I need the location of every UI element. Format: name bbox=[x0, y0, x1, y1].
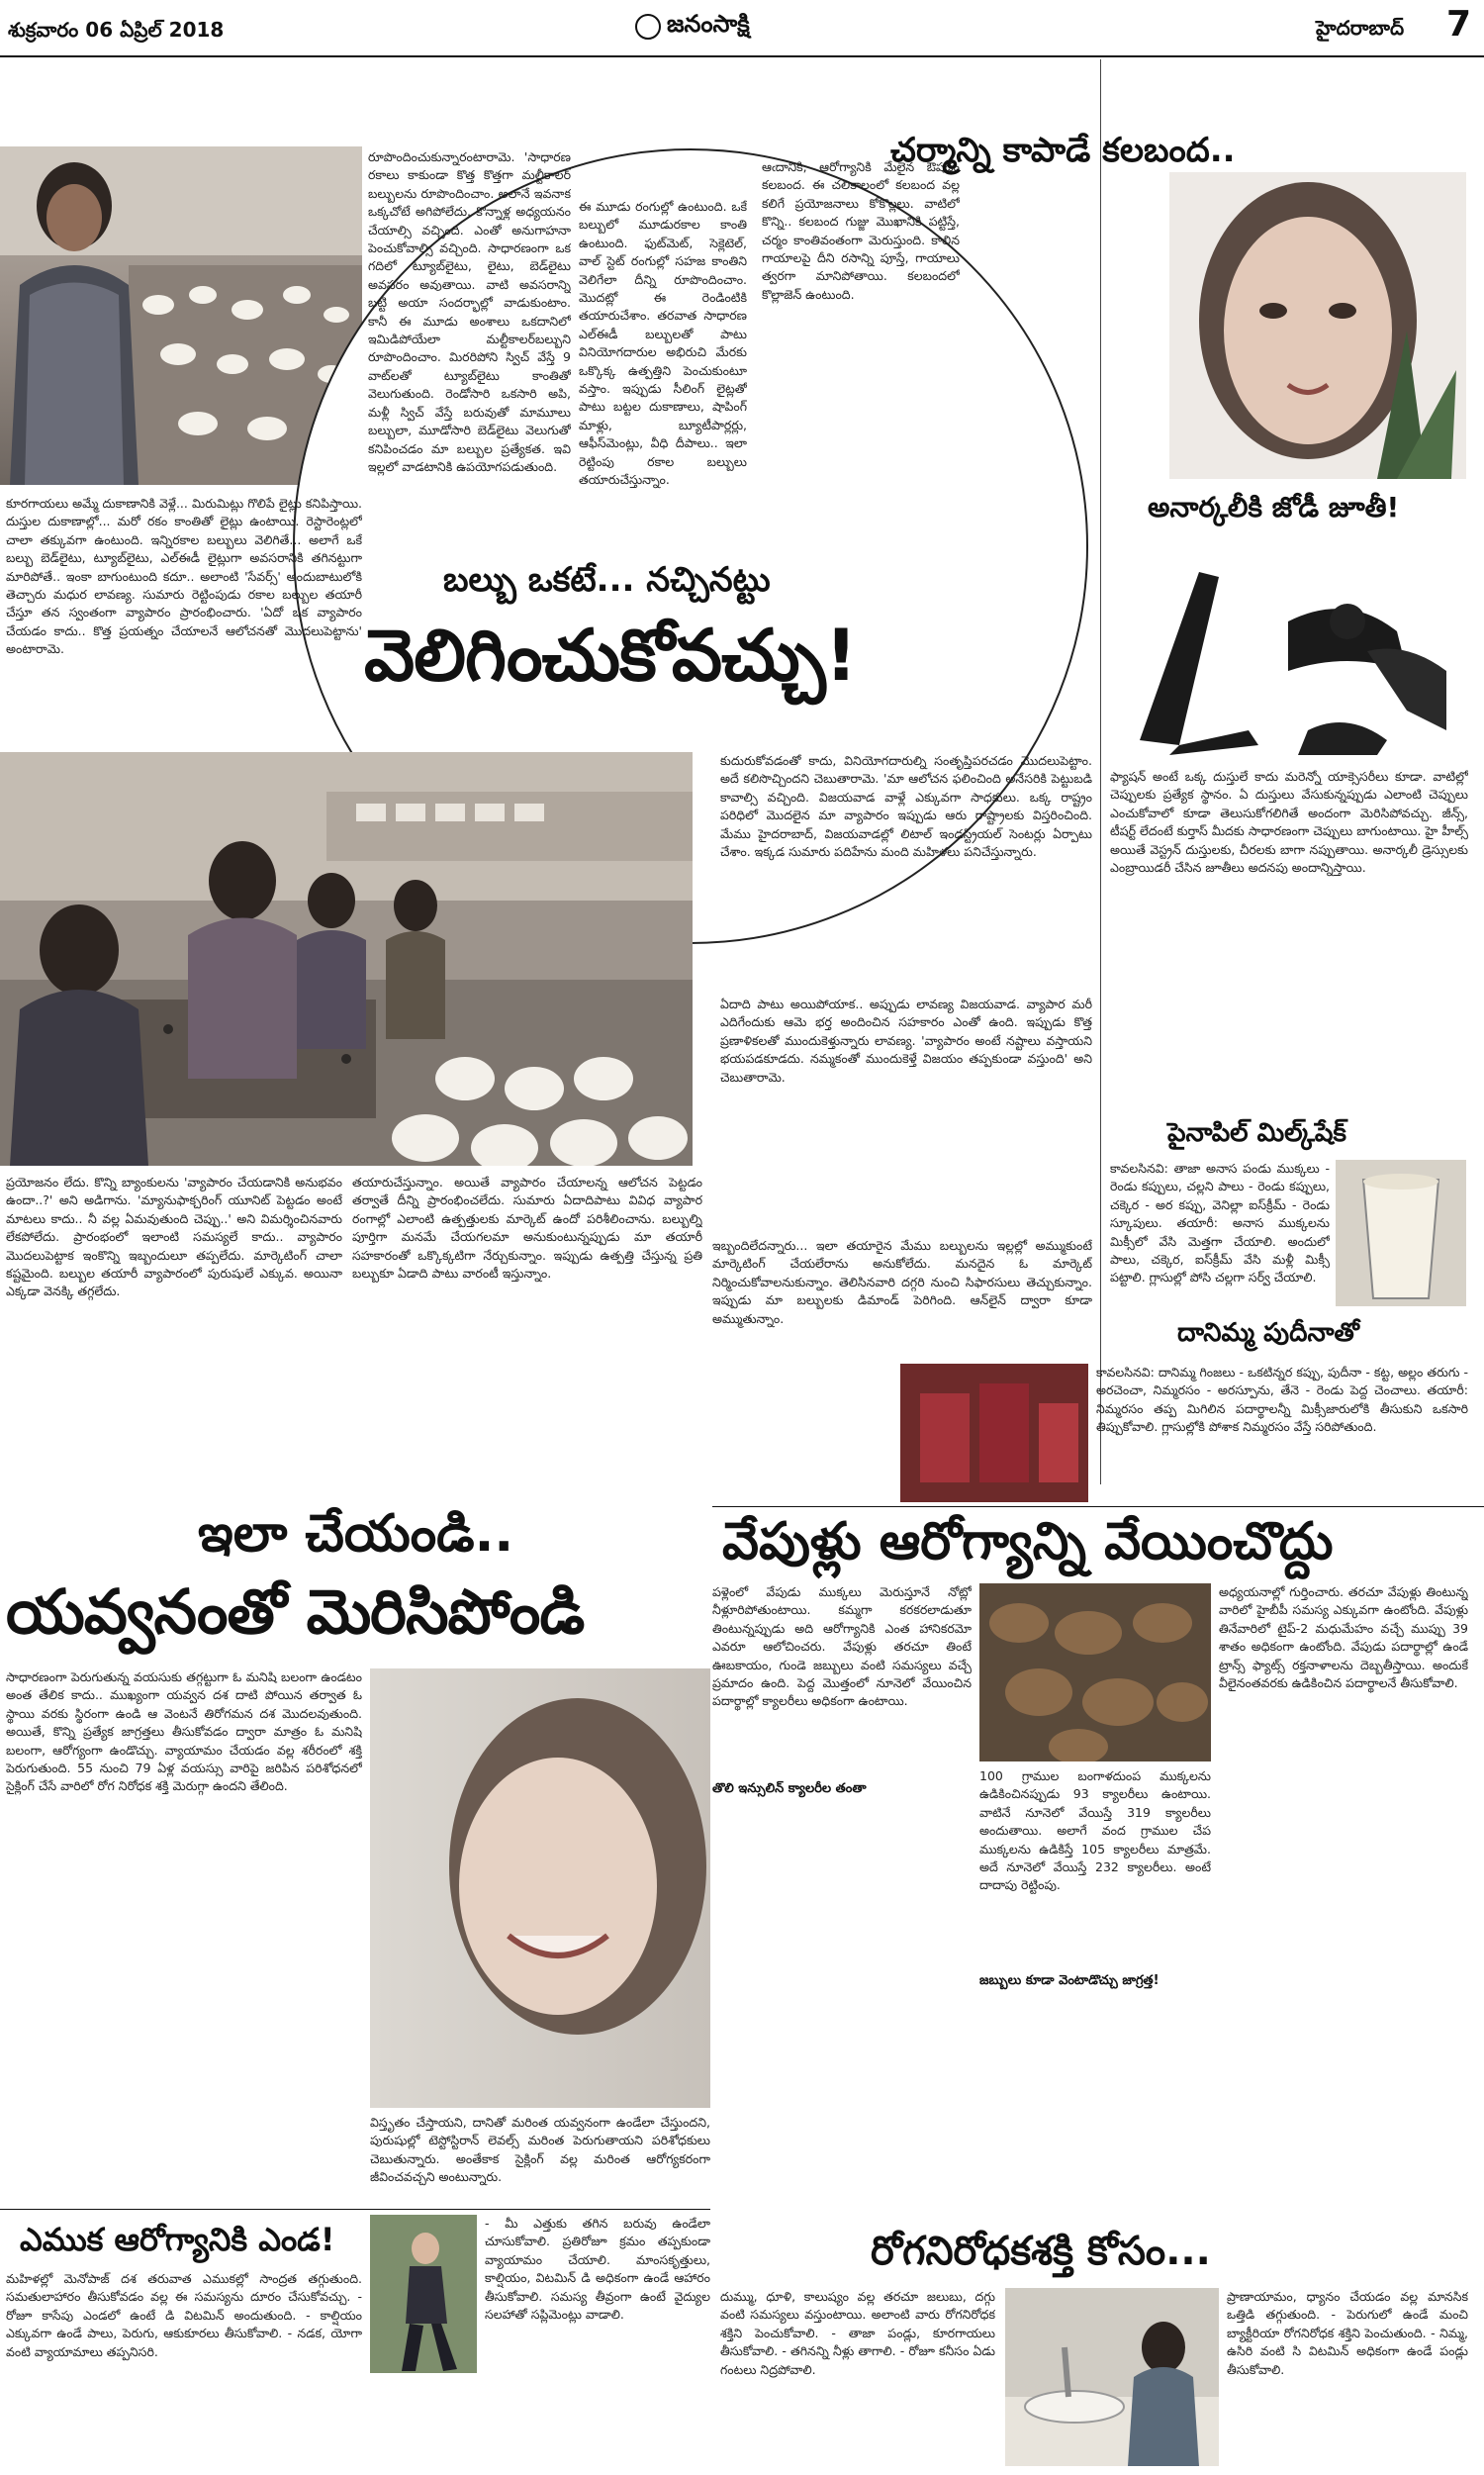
pomegranate-photo bbox=[900, 1364, 1088, 1502]
page-number: 7 bbox=[1446, 4, 1472, 45]
bulb-col1-top: రూపొందించుకున్నారంటారామె. 'సాధారణ రకాలు కాకుండా కొత్త కొత్తగా మల్టీకాలర్ బల్బులను రూపొందించాం. అలానే ఇవనాక ఒక్కచోటే అగిపోలేదు. కొన్నాళ్ల అధ్యయనం చేయాల్సి వచ్చింది. ఎంతో అనుగాహనా పెంచుకోవాల్సి వచ్చింది. సాధారణంగా ఒక గదిలో ట్యూబ్‌లైటు, లైటు, బెడ్‌లైటు అవసరం అవుతాయి. వాటి అవసరాన్ని బట్టి అయా సందర్భాల్లో వాడుకుంటాం. కానీ ఈ మూడు అంశాలు ఒకదానిలో ఇమిడిపోయేలా మల్టీకాలర్‌బల్బుని రూపొందించాం. మిరరిపోని స్విచ్ వేస్తే 9 వాట్‌లతో ట్యూబ్‌లైటు కాంతితో వెలుగుతుంది. రెండోసారి ఒకసారి అపి, మళ్లీ స్విచ్ వేస్తే బరువుతో మామూలు బల్బులా, మూడోసారి బెడ్‌లైటు వెలుగుతో కనిపించడం మా బల్బుల ప్రత్యేకత. ఇవి ఇల్లలో వాడటానికి ఉపయోగపడుతుంది. bbox=[368, 149, 571, 474]
bone-col2: - మీ ఎత్తుకు తగిన బరువు ఉండేలా చూసుకోవాలి. ప్రతిరోజూ క్రమం తప్పకుండా వ్యాయామం చేయాలి. మాంసకృత్తులు, కాల్షియం, విటమిన్ డి అధికంగా ఉండే ఆహారం తీసుకోవాలి. సమస్య తీవ్రంగా ఉంటే వైద్యుల సలహాతో సప్లిమెంట్లు వాడాలి. bbox=[485, 2216, 710, 2323]
aloe-face-illustration bbox=[1169, 172, 1466, 479]
bulb-section-divider bbox=[1100, 59, 1101, 1484]
neem-top-rule bbox=[712, 1506, 1484, 1507]
bulb-col3-bottom: ఏదాది పాటు అయిపోయాక.. అప్పుడు లావణ్య విజయవాడ. వ్యాపార మరీ ఎదిగేందుకు ఆమె భర్త అందించిన సహకారం ఎంతో ఉంది. ఇప్పుడు కొత్త ప్రణాళికలతో ముందుకెళ్తున్నారు లావణ్య. 'వ్యాపారం అంటే నష్టాలు వస్తాయని భయపడకూడదు. నమ్మకంతో ముందుకెళ్తే విజయం తప్పకుండా వస్తుంది' అని చెబుతారామె. bbox=[720, 997, 1092, 1085]
youth-headline: యవ్వనంతో మెరిసిపోండి bbox=[6, 1575, 585, 1648]
bone-col1: మహిళల్లో మెనోపాజ్ దశ తరువాత ఎముకల్లో సాంద్రత తగ్గుతుంది. సమతులాహారం తీసుకోవడం వల్ల ఈ సమస్యను దూరం చేసుకోవచ్చు. - రోజూ కాసేపు ఎండలో ఉంటే డి విటమిన్ అందుతుంది. - కాల్షియం ఎక్కువగా ఉండే పాలు, పెరుగు, ఆకుకూరలు తీసుకోవాలి. - నడక, యోగా వంటి వ్యాయామాలు తప్పనిసరి. bbox=[6, 2271, 362, 2359]
pineapple-headline: పైనాపిల్ మిల్క్‌షేక్ bbox=[1167, 1118, 1346, 1148]
handwash-illustration bbox=[1005, 2288, 1219, 2466]
pomegranate-drinks-illustration bbox=[900, 1364, 1088, 1502]
bulb-headline: వెలిగించుకోవచ్చు! bbox=[364, 614, 857, 697]
pineapple-body: కావలసినవి: తాజా అనాస పండు ముక్కలు - రెండు కప్పులు, చల్లని పాలు - రెండు కప్పులు, చక్కెర - అర కప్పు, వెనిల్లా ఐస్‌క్రీమ్ - రెండు స్కూపులు. తయారీ: అనాస ముక్కలను మిక్సీలో వేసి మెత్తగా చేయాలి. అందులో పాలు, చక్కెర, ఐస్‌క్రీమ్ వేసి మళ్లీ మిక్సీ పట్టాలి. గ్లాసుల్లో పోసి చల్లగా సర్వ్ చేయాలి. bbox=[1110, 1161, 1330, 1285]
paper-name: జనంసాక్షి bbox=[667, 10, 750, 38]
anarkali-body: ఫ్యాషన్ అంటే ఒక్క దుస్తులే కాదు మరెన్నో యాక్సెసరీలు కూడా. వాటిల్లో చెప్పులకు ప్రత్యేక స్థానం. ఏ దుస్తులు వేసుకున్నప్పుడు ఎలాంటి చెప్పులు ఎంచుకోవాలో కూడా తెలుసుకోగలిగితే అందంగా మెరిసిపోవచ్చు. జీన్స్, టీషర్ట్ లేదంటే కుర్తాస్ మీదకు సాధారణంగా చెప్పులు బాగుంటాయి. హై హీల్స్ అయితే వెస్ట్రన్ దుస్తులకు, చీరలకు బాగా నప్పుతాయి. అనార్కలీ డ్రెస్సులకు ఎంబ్రాయిడరీ చేసిన జూతీలు అదనపు అందాన్నిస్తాయి. bbox=[1110, 769, 1468, 876]
aloe-headline: చర్మాన్ని కాపాడే కలబంద.. bbox=[890, 131, 1236, 170]
jogging-woman-illustration bbox=[370, 2215, 477, 2373]
bulb-lower-col3: ఇబ్బందిలేదన్నారు... ఇలా తయారైన మేము బల్బులను ఇల్లల్లో అమ్ముకుంటే మార్కెటింగ్ చేయలేరాను అనుకోలేదు. మనదైన ఓ మార్కెట్ నిర్మించుకోవాలనుకున్నాం. తెలిసినవారి దగ్గరి నుంచి సిఫారసులు తెచ్చుకున్నాం. ఇప్పుడు మా బల్బులకు డిమాండ్ పెరిగింది. ఆన్‌లైన్ ద్వారా కూడా అమ్ముతున్నాం. bbox=[712, 1238, 1092, 1326]
bulb-workers-photo bbox=[0, 752, 693, 1166]
neem-sub1: తొలి ఇన్సులిన్ క్యాలరీల తంతా bbox=[712, 1781, 867, 1796]
bulb-kicker: బల్బు ఒకటే... నచ్చినట్టు bbox=[443, 560, 771, 600]
pomegranate-body: కావలసినవి: దానిమ్మ గింజలు - ఒకటిన్నర కప్పు, పుదీనా - కట్ట, అల్లం తరుగు - అరచెంచా, నిమ్మరసం - అరస్పూను, తేనె - రెండు పెద్ద చెంచాలు. తయారీ: నిమ్మరసం తప్ప మిగిలిన పదార్థాలన్నీ మిక్సీజారులోకి తీసుకుని ఒకసారి తిప్పుకోవాలి. గ్లాసుల్లోకి పోశాక నిమ్మరసం వేస్తే సరిపోతుంది. bbox=[1096, 1365, 1468, 1435]
pomegranate-headline: దానిమ్మ పుదీనాతో bbox=[1177, 1318, 1359, 1348]
aloe-model-photo bbox=[1169, 172, 1466, 479]
bulb-lower-col1: ప్రయోజనం లేదు. కొన్ని బ్యాంకులను 'వ్యాపారం చేయడానికి అనుభవం ఉందా..?' అని అడిగాను. 'మ్యానుఫాక్చరింగ్ యూనిట్ పెట్టడం అంటే మాటలు కాదు.. నీ వల్ల ఏమవుతుంది చెప్పు..' అని విమర్శించినవారు లేకపోలేదు. ప్రారంభంలో ఇలాంటి సమస్యలే కాదు.. వ్యాపారం మొదలుపెట్టాక ఇంకొన్ని ఇబ్బందులూ తప్పలేదు. మార్కెటింగ్ చాలా కష్టమైంది. బల్బుల తయారీ వ్యాపారంలో పురుషులే ఎక్కువ. అయినా ఎక్కడా వెనక్కి తగ్గలేదు. bbox=[6, 1175, 342, 1299]
handwash-photo bbox=[1005, 2288, 1219, 2466]
immunity-col1: దుమ్ము, ధూళి, కాలుష్యం వల్ల తరచూ జలుబు, దగ్గు వంటి సమస్యలు వస్తుంటాయి. అలాంటి వారు రోగనిరోధక శక్తిని పెంచుకోవాలి. - తాజా పండ్లు, కూరగాయలు తీసుకోవాలి. - తగినన్ని నీళ్లు తాగాలి. - రోజూ కనీసం ఏడు గంటలు నిద్రపోవాలి. bbox=[720, 2289, 995, 2377]
smiling-woman-photo bbox=[370, 1668, 710, 2108]
bulb-col3-mid: కుదురుకోవడంతో కాదు, వినియోగదారుల్ని సంతృప్తిపరచడం మొదలుపెట్టాం. అదే కలిసొచ్చిందని చెబుతారామె. 'మా ఆలోచన ఫలించింది అనేసరికి పెట్టుబడి కావాల్సి వచ్చింది. విజయవాడ వాళ్లే ఎక్కువగా సాధకులు. ఒక్క రాష్ట్రం పరిధిలో మొదలైన మా వ్యాపారం ఇప్పుడు ఆరు రాష్ట్రాలకు విస్తరించింది. మేము హైదరాబాద్, విజయవాడల్లో లిటాల్ ఇండస్ట్రియల్ సెంటర్లు ఏర్పాటు చేశాం. ఇక్కడ సుమారు పదిహేను మంది మహిళలు పనిచేస్తున్నారు. bbox=[720, 753, 1092, 860]
youth-col1: సాధారణంగా పెరుగుతున్న వయసుకు తగ్గట్టుగా ఓ మనిషి బలంగా ఉండటం అంత తేలిక కాదు.. ముఖ్యంగా యవ్వన దశ దాటి పోయిన తర్వాత ఓ స్థాయి వరకు స్థిరంగా ఉండి ఆ వెంటనే తిరోగమన దశ మొదలవుతుంది. అయితే, కొన్ని ప్రత్యేక జాగ్రత్తలు తీసుకోవడం ద్వారా మాత్రం ఓ మనిషి బలంగా, ఆరోగ్యంగా ఉండొచ్చు. వ్యాయామం చేయడం వల్ల శరీరంలో శక్తి పెరుగుతుంది. 55 నుంచి 79 ఏళ్ల వయస్సు వారిపై జరిపిన పరిశోధనలో సైక్లింగ్ చేసే వారిలో రోగ నిరోధక శక్తి మెరుగ్గా ఉందని తేలింది. bbox=[6, 1669, 362, 1794]
milkshake-glass-illustration bbox=[1336, 1160, 1466, 1306]
neem-col1: పళ్లెంలో వేపుడు ముక్కలు మెరుస్తూనే నోట్లో నీళ్లూరిపోతుంటాయి. కమ్మగా కరకరలాడుతూ తింటున్నప్పుడు అది ఆరోగ్యానికి ఎంత హానికరమో ఎవరూ ఆలోచించరు. వేపుళ్లు తరచూ తింటే ఊబకాయం, గుండె జబ్బులు వంటి సమస్యలు వచ్చే ప్రమాదం ఉంది. పెద్ద మొత్తంలో నూనెలో వేయించిన పదార్థాల్లో క్యాలరీలు అధికంగా ఉంటాయి. bbox=[712, 1584, 972, 1709]
immunity-headline: రోగనిరోధకశక్తి కోసం... bbox=[871, 2229, 1211, 2274]
sandals-photo bbox=[1110, 532, 1466, 760]
bulb-col3-top: ఆఁదానికి, ఆరోగ్యానికి మేలైన ఔషధం కలబంద. ఈ చలికాలంలో కలబంద వల్ల కలిగే ప్రయోజనాలు కోకొల్లలు. వాటిలో కొన్ని.. కలబంద గుజ్జు మొఖానికి పట్టిస్తే, చర్మం కాంతివంతంగా మెరుస్తుంది. కాలిన గాయాలపై దీని రసాన్ని పూస్తే, గాయాలు త్వరగా మానిపోతాయి. కలబందలో కొల్లాజెన్ ఉంటుంది. bbox=[762, 159, 960, 302]
neem-col3: అధ్యయనాల్లో గుర్తించారు. తరచూ వేపుళ్లు తింటున్న వారిలో హైబీపీ సమస్య ఎక్కువగా ఉంటోంది. వేపుళ్లు తినేవారిలో టైప్-2 మధుమేహం వచ్చే ముప్పు 39 శాతం అధికంగా ఉంటోంది. వేపుడు పదార్థాల్లో ఉండే ట్రాన్స్ ఫ్యాట్స్ రక్తనాళాలను దెబ్బతీస్తాయి. అందుకే వీలైనంతవరకు ఉడికించిన పదార్థాలనే తీసుకోవాలి. bbox=[1219, 1584, 1468, 1691]
youth-kicker: ఇలా చేయండి.. bbox=[198, 1504, 514, 1564]
edition-city: హైదరాబాద్ bbox=[1316, 16, 1405, 40]
youth-col2: విస్తృతం చేస్తాయని, దానితో మరింత యవ్వనంగా ఉండేలా చేస్తుందని, పురుషుల్లో టెస్టోస్టిరాన్ లెవల్స్ మరింత పెరుగుతాయని పరిశోధకులు చెబుతున్నారు. అంతేకాక సైక్లింగ్ వల్ల మరింత ఆరోగ్యకరంగా జీవించవచ్చని అంటున్నారు. bbox=[370, 2115, 710, 2185]
bulb-lower-col2: తయారుచేస్తున్నాం. అయితే వ్యాపారం చేయాలన్న ఆలోచన పెట్టడం తర్వాతే దీన్ని ప్రారంభించలేదు. సుమారు ఏదాదిపాటు వివిధ వ్యాపార రంగాల్లో ఎలాంటి ఉత్పత్తులకు మార్కెట్ ఉందో పరిశీలించాను. బల్బుల్ని పూర్తిగా మనమే చేయగలమా అనుకుంటున్నప్పుడు మా తయారీ సహకారంతో ఒక్కొక్కటిగా నేర్చుకున్నాం. ఇప్పుడు ఉత్పత్తి చేస్తున్న ప్రతి బల్బుకూ ఏడాది పాటు వారంటీ ఇస్తున్నాం. bbox=[352, 1175, 702, 1282]
smiling-woman-illustration bbox=[370, 1668, 710, 2108]
workers-illustration bbox=[0, 752, 693, 1166]
jogging-woman-photo bbox=[370, 2215, 477, 2373]
masthead bbox=[0, 0, 1484, 57]
bulb-col1-bottom: కూరగాయలు అమ్మే దుకాణానికి వెళ్లే... మిరుమిట్లు గొలిపే లైట్లు కనిపిస్తాయి. దుస్తుల దుకాణాల్లో... మరో రకం కాంతితో లైట్లు ఉంటాయి. రెస్టారెంట్లలో చాలా తక్కువగా ఉంటుంది. ఇన్నిరకాల బల్బులు వెలిగితే... అలాగే ఒకే బల్బు బెడ్‌లైటు, ట్యూబ్‌లైటు, ఎల్‌ఈడీ లైట్లుగా అవసరానికి తగినట్టుగా మారిపోతే.. ఇంకా బాగుంటుంది కదూ.. అలాంటి 'సేవర్స్' అందుబాటులోకి తెచ్చారు మధుర లావణ్య. సుమారు రెట్టింపుడు రకాల బల్బుల తయారీ చేస్తూ తన స్వంతంగా వ్యాపారం ప్రారంభించారు. 'ఏదో ఒక వ్యాపారం చేయడం కాదు.. కొత్త ప్రయత్నం చేయాలనే ఆలోచనతో మొదలుపెట్టాను' అంటారామె. bbox=[6, 496, 362, 657]
logo-icon bbox=[635, 14, 661, 40]
issue-date: శుక్రవారం 06 ఏప్రిల్ 2018 bbox=[8, 18, 225, 42]
bone-headline: ఎముక ఆరోగ్యానికి ఎండ! bbox=[20, 2221, 335, 2258]
paper-logo bbox=[635, 10, 853, 46]
fried-food-photo bbox=[979, 1583, 1211, 1761]
sandals-illustration bbox=[1110, 532, 1466, 760]
masthead-rule bbox=[0, 55, 1484, 57]
bulb-col2-top: ఈ మూడు రంగుల్లో ఉంటుంది. ఒకే బల్బులో మూడురకాల కాంతి ఉంటుంది. ఫుట్‌మెట్, సెక్లెటెల్, వాల్ స్టెట్ రంగుల్లో సహజ కాంతిని వెలిగేలా దీన్ని రూపొందించాం. మొదట్లో ఈ రెండింటికి తయారుచేశాం. తరవాత సాధారణ ఎల్ఈడీ బల్బులతో పాటు వినియోగదారుల అభిరుచి మేరకు ఒక్కొక్క ఉత్పత్తిని పెంచుకుంటూ వస్తాం. ఇప్పుడు సీలింగ్ లైట్లతో పాటు బట్టల దుకాణాలు, షాపింగ్ మాళ్లు, బ్యూటీపార్లర్లు, ఆఫీస్‌మెంట్లు, వీధి దీపాలు.. ఇలా రెట్టింపు రకాల బల్బులు తయారుచేస్తున్నాం. bbox=[579, 199, 747, 488]
anarkali-headline: అనార్కలీకి జోడీ జూతీ! bbox=[1148, 491, 1400, 524]
neem-sub2: జబ్బులు కూడా వెంటాడొచ్చు జాగ్రత్త! bbox=[979, 1973, 1159, 1988]
neem-headline: వేపుళ్లు ఆరోగ్యాన్ని వేయించొద్దు bbox=[722, 1512, 1334, 1571]
fried-food-illustration bbox=[979, 1583, 1211, 1761]
milkshake-photo bbox=[1336, 1160, 1466, 1306]
bone-top-rule bbox=[0, 2209, 710, 2210]
immunity-col2: ప్రాణాయామం, ధ్యానం చేయడం వల్ల మానసిక ఒత్తిడి తగ్గుతుంది. - పెరుగులో ఉండే మంచి బ్యాక్టీరియా రోగనిరోధక శక్తిని పెంచుతుంది. - నిమ్మ, ఉసిరి వంటి సి విటమిన్ అధికంగా ఉండే పండ్లు తీసుకోవాలి. bbox=[1227, 2289, 1468, 2377]
neem-col2: 100 గ్రాముల బంగాళదుంప ముక్కలను ఉడికించినప్పుడు 93 క్యాలరీలు ఉంటాయి. వాటినే నూనెలో వేయిస్తే 319 క్యాలరీలు అందుతాయి. అలాగే వంద గ్రాముల చేప ముక్కలను ఉడికిస్తే 105 క్యాలరీలు మాత్రమే. అదే నూనెలో వేయిస్తే 232 క్యాలరీలు. అంటే దాదాపు రెట్టింపు. bbox=[979, 1768, 1211, 1893]
